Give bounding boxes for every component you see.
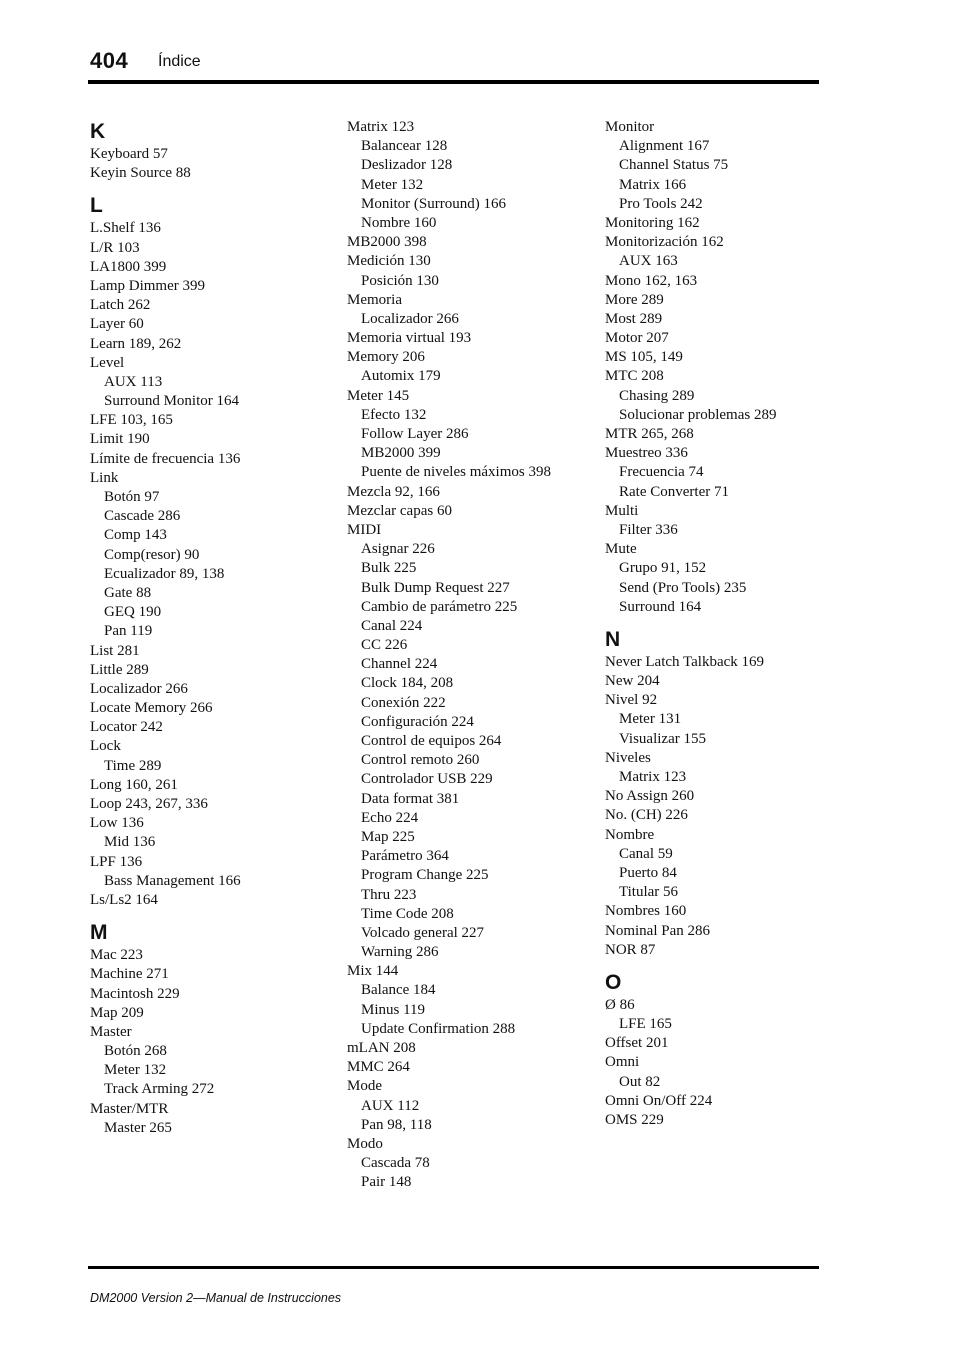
index-entry: Modo bbox=[347, 1135, 383, 1152]
index-subentry: Thru 223 bbox=[361, 886, 417, 903]
index-letter-heading: L bbox=[90, 194, 103, 218]
index-subentry: CC 226 bbox=[361, 637, 408, 654]
page-header bbox=[90, 44, 819, 80]
index-entry: Ls/Ls2 164 bbox=[90, 891, 158, 908]
index-entry: Monitor bbox=[605, 119, 655, 135]
index-subentry: Master 265 bbox=[104, 1119, 172, 1136]
index-entry: Memoria virtual 193 bbox=[347, 330, 472, 347]
index-subentry: Out 82 bbox=[619, 1073, 661, 1090]
index-entry: Límite de frecuencia 136 bbox=[90, 450, 241, 467]
index-subentry: Filter 336 bbox=[619, 521, 678, 538]
index-subentry: Control remoto 260 bbox=[361, 752, 480, 769]
section-title: Índice bbox=[158, 53, 201, 70]
index-entry: Mute bbox=[605, 541, 637, 558]
page-number: 404 bbox=[90, 48, 129, 73]
index-entry: Locate Memory 266 bbox=[90, 700, 213, 717]
index-subentry: Deslizador 128 bbox=[361, 157, 453, 174]
index-column-2 bbox=[347, 118, 597, 1193]
index-entry: Ø 86 bbox=[605, 996, 635, 1013]
index-subentry: Bass Management 166 bbox=[104, 872, 241, 889]
index-entry: Matrix 123 bbox=[347, 119, 415, 135]
index-subentry: Program Change 225 bbox=[361, 867, 489, 884]
index-letter-heading: M bbox=[90, 921, 108, 945]
index-subentry: Mid 136 bbox=[104, 834, 156, 851]
index-entry: LPF 136 bbox=[90, 853, 143, 870]
index-subentry: Pan 98, 118 bbox=[361, 1116, 432, 1133]
index-subentry: Titular 56 bbox=[619, 884, 679, 901]
index-entry: Nivel 92 bbox=[605, 692, 658, 709]
index-subentry: AUX 112 bbox=[361, 1097, 420, 1114]
index-entry: MIDI bbox=[347, 521, 382, 538]
index-subentry: Puente de niveles máximos 398 bbox=[361, 464, 551, 481]
index-entry: Multi bbox=[605, 502, 639, 519]
index-subentry: GEQ 190 bbox=[104, 604, 162, 621]
footer-rule bbox=[88, 1266, 819, 1269]
index-subentry: Monitor (Surround) 166 bbox=[361, 195, 506, 212]
index-letter-heading: K bbox=[90, 120, 106, 143]
index-subentry: Visualizar 155 bbox=[619, 730, 706, 747]
index-subentry: Nombre 160 bbox=[361, 214, 437, 231]
index-subentry: Balance 184 bbox=[361, 982, 436, 999]
index-subentry: Cascada 78 bbox=[361, 1155, 430, 1172]
index-subentry: Balancear 128 bbox=[361, 138, 448, 155]
index-subentry: Matrix 123 bbox=[619, 769, 687, 785]
index-subentry: Asignar 226 bbox=[361, 541, 435, 558]
index-subentry: Control de equipos 264 bbox=[361, 733, 502, 749]
index-subentry: Follow Layer 286 bbox=[361, 426, 469, 442]
index-entry: Mix 144 bbox=[347, 963, 399, 980]
index-entry: Most 289 bbox=[605, 310, 663, 327]
index-subentry: Track Arming 272 bbox=[104, 1081, 215, 1098]
index-subentry: Cambio de parámetro 225 bbox=[361, 598, 518, 615]
index-entry: Nombre bbox=[605, 826, 655, 843]
index-entry: Level bbox=[90, 354, 125, 371]
index-entry: Mezclar capas 60 bbox=[347, 502, 452, 519]
index-entry: Nombres 160 bbox=[605, 903, 687, 920]
index-entry: MB2000 398 bbox=[347, 234, 427, 251]
index-subentry: Meter 131 bbox=[619, 711, 682, 728]
index-subentry: Pair 148 bbox=[361, 1174, 412, 1191]
footer-text: DM2000 Version 2—Manual de Instrucciones bbox=[90, 1291, 342, 1305]
index-subentry: Chasing 289 bbox=[619, 387, 695, 404]
index-entry: Machine 271 bbox=[90, 966, 169, 983]
index-subentry: Localizador 266 bbox=[361, 310, 459, 327]
index-subentry: AUX 163 bbox=[619, 253, 678, 270]
index-subentry: Meter 132 bbox=[361, 176, 424, 193]
index-entry: L.Shelf 136 bbox=[90, 220, 161, 237]
index-letter-heading: N bbox=[605, 627, 621, 651]
index-subentry: Matrix 166 bbox=[619, 176, 687, 193]
index-entry: Mac 223 bbox=[90, 947, 143, 964]
index-subentry: Map 225 bbox=[361, 828, 415, 845]
index-entry: Limit 190 bbox=[90, 431, 150, 448]
index-entry: No Assign 260 bbox=[605, 788, 695, 805]
index-entry: Macintosh 229 bbox=[90, 985, 180, 1002]
index-entry: MTR 265, 268 bbox=[605, 426, 694, 442]
index-entry: More 289 bbox=[605, 291, 664, 308]
index-subentry: Canal 224 bbox=[361, 617, 423, 634]
index-entry: Motor 207 bbox=[605, 330, 669, 347]
index-subentry: Parámetro 364 bbox=[361, 848, 449, 865]
index-entry: Mode bbox=[347, 1078, 382, 1095]
index-entry: OMS 229 bbox=[605, 1112, 664, 1128]
index-entry: Medición 130 bbox=[347, 253, 431, 270]
index-entry: Keyin Source 88 bbox=[90, 165, 191, 182]
index-entry: Master/MTR bbox=[90, 1100, 169, 1117]
index-subentry: Clock 184, 208 bbox=[361, 675, 454, 692]
index-subentry: Configuración 224 bbox=[361, 713, 474, 730]
index-subentry: Canal 59 bbox=[619, 845, 673, 862]
index-entry: Master bbox=[90, 1023, 132, 1040]
index-entry: Muestreo 336 bbox=[605, 445, 688, 462]
index-entry: mLAN 208 bbox=[347, 1040, 416, 1056]
index-entry: Mono 162, 163 bbox=[605, 272, 698, 289]
index-entry: New 204 bbox=[605, 673, 660, 690]
index-subentry: Bulk Dump Request 227 bbox=[361, 579, 510, 596]
header-rule bbox=[88, 80, 819, 84]
index-column-1 bbox=[90, 118, 340, 1138]
index-entry: Layer 60 bbox=[90, 316, 144, 333]
index-entry: Monitoring 162 bbox=[605, 214, 700, 231]
index-subentry: Comp 143 bbox=[104, 527, 167, 544]
index-entry: Long 160, 261 bbox=[90, 776, 178, 793]
index-subentry: Cascade 286 bbox=[104, 508, 181, 525]
index-subentry: Solucionar problemas 289 bbox=[619, 406, 777, 423]
index-subentry: Bulk 225 bbox=[361, 560, 417, 577]
index-subentry: Meter 132 bbox=[104, 1062, 167, 1079]
index-entry: Memory 206 bbox=[347, 349, 425, 366]
index-subentry: Ecualizador 89, 138 bbox=[104, 565, 225, 582]
index-subentry: Data format 381 bbox=[361, 790, 460, 807]
index-subentry: Conexión 222 bbox=[361, 694, 446, 711]
index-subentry: Pan 119 bbox=[104, 623, 153, 640]
index-entry: Localizador 266 bbox=[90, 680, 188, 697]
index-subentry: Send (Pro Tools) 235 bbox=[619, 579, 747, 596]
index-entry: Loop 243, 267, 336 bbox=[90, 796, 208, 812]
index-entry: Link bbox=[90, 469, 119, 486]
index-subentry: Surround 164 bbox=[619, 598, 702, 615]
index-entry: Monitorización 162 bbox=[605, 234, 724, 251]
index-subentry: Pro Tools 242 bbox=[619, 195, 703, 212]
index-subentry: Volcado general 227 bbox=[361, 924, 485, 941]
index-subentry: Echo 224 bbox=[361, 809, 419, 826]
index-entry: Lock bbox=[90, 738, 121, 755]
index-subentry: Warning 286 bbox=[361, 944, 439, 961]
index-subentry: Automix 179 bbox=[361, 368, 441, 385]
index-entry: Locator 242 bbox=[90, 719, 163, 736]
index-entry: List 281 bbox=[90, 642, 140, 659]
index-subentry: Puerto 84 bbox=[619, 864, 677, 881]
index-subentry: Minus 119 bbox=[361, 1001, 426, 1018]
index-subentry: Comp(resor) 90 bbox=[104, 546, 200, 563]
index-subentry: Time 289 bbox=[104, 757, 162, 774]
index-subentry: Gate 88 bbox=[104, 584, 152, 601]
index-entry: Nominal Pan 286 bbox=[605, 922, 710, 939]
index-subentry: Update Confirmation 288 bbox=[361, 1020, 516, 1037]
index-entry: Omni On/Off 224 bbox=[605, 1092, 713, 1109]
index-entry: LFE 103, 165 bbox=[90, 412, 173, 429]
index-subentry: MB2000 399 bbox=[361, 445, 441, 462]
index-entry: MS 105, 149 bbox=[605, 349, 683, 366]
index-subentry: Channel Status 75 bbox=[619, 157, 729, 174]
index-entry: Omni bbox=[605, 1054, 640, 1071]
index-subentry: Time Code 208 bbox=[361, 905, 454, 922]
index-subentry: Botón 97 bbox=[104, 489, 160, 505]
index-entry: Niveles bbox=[605, 749, 651, 766]
index-subentry: Channel 224 bbox=[361, 656, 438, 673]
index-entry: Keyboard 57 bbox=[90, 146, 168, 162]
index-entry: No. (CH) 226 bbox=[605, 807, 688, 824]
index-subentry: Posición 130 bbox=[361, 272, 439, 289]
index-column-3 bbox=[605, 118, 855, 1130]
index-subentry: Rate Converter 71 bbox=[619, 483, 729, 500]
index-subentry: Surround Monitor 164 bbox=[104, 393, 239, 410]
index-entry: Meter 145 bbox=[347, 387, 410, 404]
index-entry: NOR 87 bbox=[605, 941, 656, 958]
index-entry: Memoria bbox=[347, 291, 402, 308]
index-subentry: LFE 165 bbox=[619, 1016, 672, 1033]
index-subentry: AUX 113 bbox=[104, 373, 163, 390]
index-subentry: Botón 268 bbox=[104, 1043, 167, 1060]
index-entry: L/R 103 bbox=[90, 239, 140, 256]
index-entry: Never Latch Talkback 169 bbox=[605, 653, 765, 670]
index-entry: Learn 189, 262 bbox=[90, 335, 182, 352]
index-subentry: Grupo 91, 152 bbox=[619, 560, 707, 577]
index-entry: Latch 262 bbox=[90, 297, 151, 314]
index-entry: Little 289 bbox=[90, 661, 149, 678]
index-entry: Low 136 bbox=[90, 815, 144, 832]
index-entry: Offset 201 bbox=[605, 1035, 669, 1052]
index-subentry: Alignment 167 bbox=[619, 138, 710, 155]
index-letter-heading: O bbox=[605, 970, 622, 994]
index-subentry: Controlador USB 229 bbox=[361, 771, 493, 788]
index-subentry: Frecuencia 74 bbox=[619, 464, 704, 481]
index-entry: Map 209 bbox=[90, 1004, 144, 1021]
index-entry: MMC 264 bbox=[347, 1059, 410, 1076]
index-entry: MTC 208 bbox=[605, 368, 664, 385]
index-entry: Lamp Dimmer 399 bbox=[90, 277, 205, 294]
index-subentry: Efecto 132 bbox=[361, 406, 427, 423]
index-entry: Mezcla 92, 166 bbox=[347, 483, 440, 500]
index-entry: LA1800 399 bbox=[90, 258, 167, 275]
